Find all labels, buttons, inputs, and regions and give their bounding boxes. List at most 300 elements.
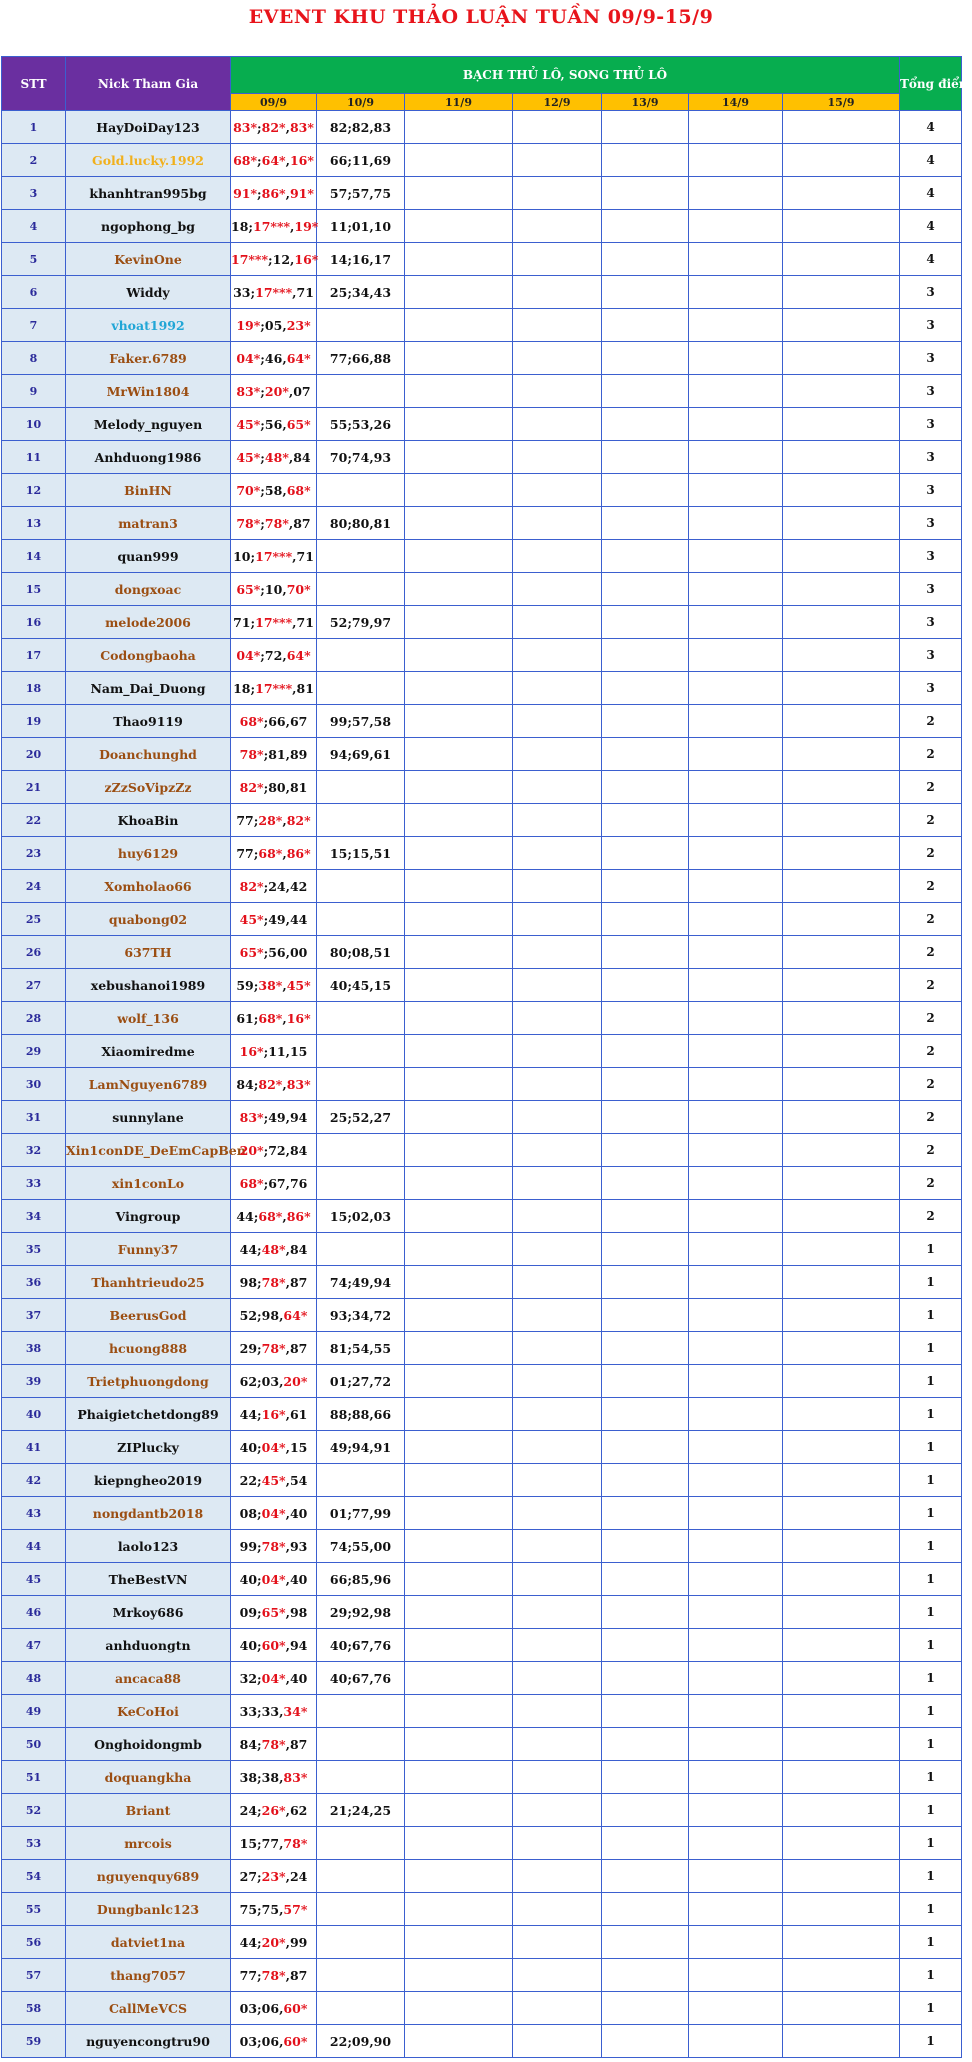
row-pick-empty xyxy=(689,474,783,507)
row-pick-empty xyxy=(513,936,602,969)
row-total: 2 xyxy=(900,1068,962,1101)
row-pick-day1: 84;82*,83* xyxy=(231,1068,317,1101)
row-nick: Doanchunghd xyxy=(66,738,231,771)
row-nick: Widdy xyxy=(66,276,231,309)
row-pick-day2: 77;66,88 xyxy=(317,342,405,375)
row-pick-day1: 44;16*,61 xyxy=(231,1398,317,1431)
row-pick-empty xyxy=(513,672,602,705)
row-pick-day2 xyxy=(317,1695,405,1728)
row-pick-empty xyxy=(783,1002,900,1035)
row-pick-empty xyxy=(602,1266,689,1299)
row-pick-day2: 66;11,69 xyxy=(317,144,405,177)
row-total: 3 xyxy=(900,507,962,540)
row-stt: 57 xyxy=(2,1959,66,1992)
row-pick-empty xyxy=(513,276,602,309)
row-pick-empty xyxy=(783,1464,900,1497)
row-pick-empty xyxy=(689,1266,783,1299)
row-nick: Anhduong1986 xyxy=(66,441,231,474)
row-stt: 10 xyxy=(2,408,66,441)
row-pick-empty xyxy=(405,2025,513,2058)
header-date: 10/9 xyxy=(317,94,405,111)
row-pick-empty xyxy=(783,2025,900,2058)
row-pick-empty xyxy=(513,1629,602,1662)
row-stt: 8 xyxy=(2,342,66,375)
row-stt: 43 xyxy=(2,1497,66,1530)
row-pick-day2 xyxy=(317,1761,405,1794)
row-pick-empty xyxy=(602,1464,689,1497)
row-pick-empty xyxy=(405,738,513,771)
row-nick: zZzSoVipzZz xyxy=(66,771,231,804)
row-pick-empty xyxy=(513,474,602,507)
row-pick-empty xyxy=(405,1365,513,1398)
row-total: 1 xyxy=(900,1563,962,1596)
table-row xyxy=(2,1101,962,1134)
row-pick-empty xyxy=(783,243,900,276)
row-pick-empty xyxy=(405,639,513,672)
row-nick: nguyenquy689 xyxy=(66,1860,231,1893)
row-pick-empty xyxy=(602,507,689,540)
table-row xyxy=(2,903,962,936)
row-pick-day1: 78*;78*,87 xyxy=(231,507,317,540)
row-pick-empty xyxy=(689,2025,783,2058)
row-pick-day1: 52;98,64* xyxy=(231,1299,317,1332)
row-pick-day1: 68*;64*,16* xyxy=(231,144,317,177)
row-pick-empty xyxy=(689,1101,783,1134)
row-stt: 17 xyxy=(2,639,66,672)
row-pick-empty xyxy=(513,804,602,837)
row-pick-empty xyxy=(602,1695,689,1728)
row-pick-empty xyxy=(783,177,900,210)
row-pick-day2: 14;16,17 xyxy=(317,243,405,276)
row-nick: BeerusGod xyxy=(66,1299,231,1332)
row-pick-empty xyxy=(783,210,900,243)
row-pick-empty xyxy=(689,1530,783,1563)
row-pick-empty xyxy=(602,936,689,969)
row-nick: datviet1na xyxy=(66,1926,231,1959)
row-pick-empty xyxy=(689,771,783,804)
table-row xyxy=(2,375,962,408)
row-total: 4 xyxy=(900,111,962,144)
row-pick-empty xyxy=(405,1035,513,1068)
row-pick-day2 xyxy=(317,639,405,672)
row-nick: nongdantb2018 xyxy=(66,1497,231,1530)
row-pick-day1: 84;78*,87 xyxy=(231,1728,317,1761)
row-total: 1 xyxy=(900,1827,962,1860)
row-pick-empty xyxy=(783,441,900,474)
table-row xyxy=(2,837,962,870)
header-stt: STT xyxy=(2,57,66,111)
row-pick-day2: 29;92,98 xyxy=(317,1596,405,1629)
row-stt: 45 xyxy=(2,1563,66,1596)
row-pick-empty xyxy=(602,903,689,936)
row-pick-empty xyxy=(513,1101,602,1134)
row-stt: 42 xyxy=(2,1464,66,1497)
row-pick-empty xyxy=(405,969,513,1002)
row-pick-empty xyxy=(689,903,783,936)
row-pick-empty xyxy=(783,969,900,1002)
row-pick-empty xyxy=(689,870,783,903)
row-pick-empty xyxy=(689,1992,783,2025)
row-pick-empty xyxy=(405,408,513,441)
row-pick-day2 xyxy=(317,1860,405,1893)
row-total: 1 xyxy=(900,1332,962,1365)
row-pick-empty xyxy=(405,1398,513,1431)
row-pick-empty xyxy=(689,1431,783,1464)
row-pick-day2: 93;34,72 xyxy=(317,1299,405,1332)
row-pick-empty xyxy=(689,1794,783,1827)
header-total: Tổng điểm xyxy=(900,57,962,111)
row-stt: 21 xyxy=(2,771,66,804)
table-row xyxy=(2,177,962,210)
row-pick-empty xyxy=(602,1728,689,1761)
row-pick-empty xyxy=(783,1761,900,1794)
row-pick-empty xyxy=(405,474,513,507)
row-pick-day2: 57;57,75 xyxy=(317,177,405,210)
row-pick-empty xyxy=(513,1002,602,1035)
row-pick-empty xyxy=(783,639,900,672)
row-pick-empty xyxy=(602,1398,689,1431)
row-total: 3 xyxy=(900,342,962,375)
row-total: 4 xyxy=(900,144,962,177)
header-nick: Nick Tham Gia xyxy=(66,57,231,111)
row-nick: huy6129 xyxy=(66,837,231,870)
row-pick-empty xyxy=(513,1860,602,1893)
row-pick-empty xyxy=(513,2025,602,2058)
row-pick-day1: 75;75,57* xyxy=(231,1893,317,1926)
row-nick: laolo123 xyxy=(66,1530,231,1563)
row-pick-day2: 82;82,83 xyxy=(317,111,405,144)
row-nick: matran3 xyxy=(66,507,231,540)
row-pick-day1: 77;68*,86* xyxy=(231,837,317,870)
row-pick-empty xyxy=(783,705,900,738)
row-stt: 40 xyxy=(2,1398,66,1431)
row-pick-empty xyxy=(405,111,513,144)
row-pick-empty xyxy=(689,1827,783,1860)
row-pick-empty xyxy=(513,210,602,243)
row-pick-empty xyxy=(405,1464,513,1497)
row-pick-empty xyxy=(602,408,689,441)
row-pick-day1: 45*;48*,84 xyxy=(231,441,317,474)
row-stt: 4 xyxy=(2,210,66,243)
row-pick-day1: 68*;67,76 xyxy=(231,1167,317,1200)
row-stt: 30 xyxy=(2,1068,66,1101)
row-stt: 1 xyxy=(2,111,66,144)
row-pick-empty xyxy=(783,1200,900,1233)
table-row xyxy=(2,309,962,342)
row-pick-empty xyxy=(602,210,689,243)
row-pick-empty xyxy=(783,672,900,705)
row-pick-day2 xyxy=(317,870,405,903)
row-total: 1 xyxy=(900,1761,962,1794)
row-nick: ancaca88 xyxy=(66,1662,231,1695)
row-pick-empty xyxy=(689,672,783,705)
row-pick-day2: 74;49,94 xyxy=(317,1266,405,1299)
row-pick-empty xyxy=(405,1233,513,1266)
row-pick-empty xyxy=(689,1332,783,1365)
row-nick: vhoat1992 xyxy=(66,309,231,342)
row-total: 1 xyxy=(900,1497,962,1530)
table-row xyxy=(2,144,962,177)
row-stt: 51 xyxy=(2,1761,66,1794)
row-pick-empty xyxy=(783,1068,900,1101)
table-row xyxy=(2,1728,962,1761)
row-pick-day1: 33;33,34* xyxy=(231,1695,317,1728)
row-pick-day1: 98;78*,87 xyxy=(231,1266,317,1299)
row-pick-empty xyxy=(405,1002,513,1035)
row-stt: 11 xyxy=(2,441,66,474)
row-stt: 36 xyxy=(2,1266,66,1299)
row-stt: 23 xyxy=(2,837,66,870)
row-nick: kiepngheo2019 xyxy=(66,1464,231,1497)
row-pick-empty xyxy=(783,1662,900,1695)
row-nick: quabong02 xyxy=(66,903,231,936)
row-pick-day1: 15;77,78* xyxy=(231,1827,317,1860)
header-group: BẠCH THỦ LÔ, SONG THỦ LÔ xyxy=(231,57,900,94)
row-pick-empty xyxy=(689,1926,783,1959)
row-pick-day1: 03;06,60* xyxy=(231,1992,317,2025)
row-pick-day2: 01;77,99 xyxy=(317,1497,405,1530)
row-pick-empty xyxy=(783,1233,900,1266)
row-nick: KhoaBin xyxy=(66,804,231,837)
row-pick-empty xyxy=(602,1365,689,1398)
row-pick-empty xyxy=(689,1002,783,1035)
row-pick-empty xyxy=(689,606,783,639)
row-pick-empty xyxy=(783,1530,900,1563)
row-pick-empty xyxy=(405,441,513,474)
table-row xyxy=(2,1035,962,1068)
row-pick-empty xyxy=(689,1464,783,1497)
row-pick-day1: 83*;82*,83* xyxy=(231,111,317,144)
row-nick: BinHN xyxy=(66,474,231,507)
table-row xyxy=(2,1563,962,1596)
row-total: 1 xyxy=(900,1299,962,1332)
row-pick-day2: 22;09,90 xyxy=(317,2025,405,2058)
row-pick-empty xyxy=(783,1926,900,1959)
row-pick-empty xyxy=(513,1431,602,1464)
row-total: 1 xyxy=(900,1728,962,1761)
row-stt: 5 xyxy=(2,243,66,276)
table-row xyxy=(2,540,962,573)
row-pick-day1: 45*;49,44 xyxy=(231,903,317,936)
row-pick-empty xyxy=(513,309,602,342)
row-pick-day1: 29;78*,87 xyxy=(231,1332,317,1365)
row-nick: Thanhtrieudo25 xyxy=(66,1266,231,1299)
row-pick-empty xyxy=(689,375,783,408)
row-pick-day1: 78*;81,89 xyxy=(231,738,317,771)
row-pick-empty xyxy=(405,903,513,936)
row-nick: doquangkha xyxy=(66,1761,231,1794)
row-total: 2 xyxy=(900,804,962,837)
table-row xyxy=(2,1596,962,1629)
row-pick-empty xyxy=(602,606,689,639)
row-total: 1 xyxy=(900,1266,962,1299)
row-pick-empty xyxy=(513,1530,602,1563)
row-pick-empty xyxy=(405,1629,513,1662)
row-pick-day1: 83*;20*,07 xyxy=(231,375,317,408)
row-pick-empty xyxy=(405,177,513,210)
row-pick-empty xyxy=(689,177,783,210)
row-pick-empty xyxy=(405,1200,513,1233)
row-pick-empty xyxy=(405,1299,513,1332)
row-pick-empty xyxy=(405,1794,513,1827)
row-pick-day1: 32;04*,40 xyxy=(231,1662,317,1695)
row-pick-day2 xyxy=(317,1992,405,2025)
row-pick-empty xyxy=(689,837,783,870)
row-pick-empty xyxy=(783,1695,900,1728)
row-pick-empty xyxy=(405,705,513,738)
row-pick-empty xyxy=(602,1002,689,1035)
row-pick-empty xyxy=(689,1365,783,1398)
row-total: 2 xyxy=(900,837,962,870)
row-pick-empty xyxy=(405,1761,513,1794)
row-nick: anhduongtn xyxy=(66,1629,231,1662)
row-pick-day1: 40;04*,15 xyxy=(231,1431,317,1464)
row-pick-empty xyxy=(689,1299,783,1332)
row-pick-day2 xyxy=(317,1002,405,1035)
row-pick-empty xyxy=(602,309,689,342)
row-pick-empty xyxy=(602,1101,689,1134)
row-pick-empty xyxy=(783,111,900,144)
row-pick-empty xyxy=(783,540,900,573)
row-pick-day2: 88;88,66 xyxy=(317,1398,405,1431)
row-total: 2 xyxy=(900,738,962,771)
row-pick-day1: 44;20*,99 xyxy=(231,1926,317,1959)
row-nick: xebushanoi1989 xyxy=(66,969,231,1002)
table-row xyxy=(2,1200,962,1233)
row-total: 1 xyxy=(900,1794,962,1827)
row-pick-day1: 82*;24,42 xyxy=(231,870,317,903)
row-total: 3 xyxy=(900,441,962,474)
row-pick-day1: 19*;05,23* xyxy=(231,309,317,342)
row-pick-empty xyxy=(405,540,513,573)
row-nick: Phaigietchetdong89 xyxy=(66,1398,231,1431)
row-pick-day1: 44;48*,84 xyxy=(231,1233,317,1266)
row-pick-empty xyxy=(689,1728,783,1761)
row-pick-empty xyxy=(602,1134,689,1167)
row-pick-empty xyxy=(602,1167,689,1200)
row-total: 1 xyxy=(900,1695,962,1728)
table-row xyxy=(2,705,962,738)
row-pick-empty xyxy=(405,870,513,903)
row-total: 2 xyxy=(900,936,962,969)
row-pick-empty xyxy=(783,573,900,606)
table-row xyxy=(2,1860,962,1893)
row-total: 2 xyxy=(900,1134,962,1167)
header-date: 11/9 xyxy=(405,94,513,111)
row-total: 3 xyxy=(900,639,962,672)
row-pick-day1: 45*;56,65* xyxy=(231,408,317,441)
row-pick-day2: 49;94,91 xyxy=(317,1431,405,1464)
row-pick-day2 xyxy=(317,804,405,837)
row-pick-day2 xyxy=(317,1068,405,1101)
row-pick-empty xyxy=(783,903,900,936)
row-pick-empty xyxy=(513,111,602,144)
row-total: 1 xyxy=(900,1959,962,1992)
table-row xyxy=(2,342,962,375)
row-pick-empty xyxy=(405,1695,513,1728)
row-stt: 19 xyxy=(2,705,66,738)
row-stt: 20 xyxy=(2,738,66,771)
page-title: EVENT KHU THẢO LUẬN TUẦN 09/9-15/9 xyxy=(248,6,714,28)
row-pick-empty xyxy=(689,540,783,573)
row-pick-empty xyxy=(689,936,783,969)
row-pick-empty xyxy=(602,639,689,672)
row-pick-empty xyxy=(689,1860,783,1893)
row-stt: 33 xyxy=(2,1167,66,1200)
row-pick-empty xyxy=(405,936,513,969)
row-pick-empty xyxy=(783,1266,900,1299)
row-stt: 34 xyxy=(2,1200,66,1233)
row-pick-empty xyxy=(689,1233,783,1266)
row-nick: KeCoHoi xyxy=(66,1695,231,1728)
row-pick-empty xyxy=(602,870,689,903)
row-total: 1 xyxy=(900,1893,962,1926)
row-pick-day1: 38;38,83* xyxy=(231,1761,317,1794)
row-pick-empty xyxy=(689,1629,783,1662)
row-total: 2 xyxy=(900,1101,962,1134)
row-pick-day2 xyxy=(317,375,405,408)
row-pick-empty xyxy=(513,1695,602,1728)
row-pick-empty xyxy=(689,1398,783,1431)
row-pick-empty xyxy=(513,1200,602,1233)
table-row xyxy=(2,771,962,804)
row-pick-empty xyxy=(689,804,783,837)
row-pick-empty xyxy=(783,309,900,342)
row-pick-empty xyxy=(513,342,602,375)
table-row xyxy=(2,1134,962,1167)
row-pick-empty xyxy=(783,936,900,969)
table-row xyxy=(2,1332,962,1365)
row-pick-empty xyxy=(783,1728,900,1761)
row-pick-empty xyxy=(602,2025,689,2058)
row-nick: Dungbanlc123 xyxy=(66,1893,231,1926)
row-pick-empty xyxy=(405,1959,513,1992)
row-pick-empty xyxy=(783,1827,900,1860)
row-nick: sunnylane xyxy=(66,1101,231,1134)
row-pick-empty xyxy=(513,408,602,441)
row-total: 3 xyxy=(900,474,962,507)
row-pick-empty xyxy=(513,1563,602,1596)
table-row xyxy=(2,870,962,903)
row-pick-day1: 08;04*,40 xyxy=(231,1497,317,1530)
row-pick-empty xyxy=(405,507,513,540)
row-nick: khanhtran995bg xyxy=(66,177,231,210)
row-pick-empty xyxy=(602,1893,689,1926)
row-stt: 27 xyxy=(2,969,66,1002)
row-pick-empty xyxy=(783,408,900,441)
row-stt: 22 xyxy=(2,804,66,837)
row-pick-empty xyxy=(405,1662,513,1695)
row-stt: 28 xyxy=(2,1002,66,1035)
row-total: 1 xyxy=(900,1233,962,1266)
row-pick-empty xyxy=(783,144,900,177)
table-row xyxy=(2,1266,962,1299)
table-row xyxy=(2,1530,962,1563)
row-nick: xin1conLo xyxy=(66,1167,231,1200)
row-pick-empty xyxy=(783,276,900,309)
row-nick: Mrkoy686 xyxy=(66,1596,231,1629)
row-pick-empty xyxy=(602,1332,689,1365)
row-nick: HayDoiDay123 xyxy=(66,111,231,144)
row-pick-empty xyxy=(513,1926,602,1959)
row-pick-day2: 80;08,51 xyxy=(317,936,405,969)
row-pick-empty xyxy=(689,408,783,441)
row-pick-day2 xyxy=(317,1827,405,1860)
row-stt: 35 xyxy=(2,1233,66,1266)
row-pick-day1: 77;28*,82* xyxy=(231,804,317,837)
row-pick-empty xyxy=(602,1629,689,1662)
row-pick-empty xyxy=(783,375,900,408)
